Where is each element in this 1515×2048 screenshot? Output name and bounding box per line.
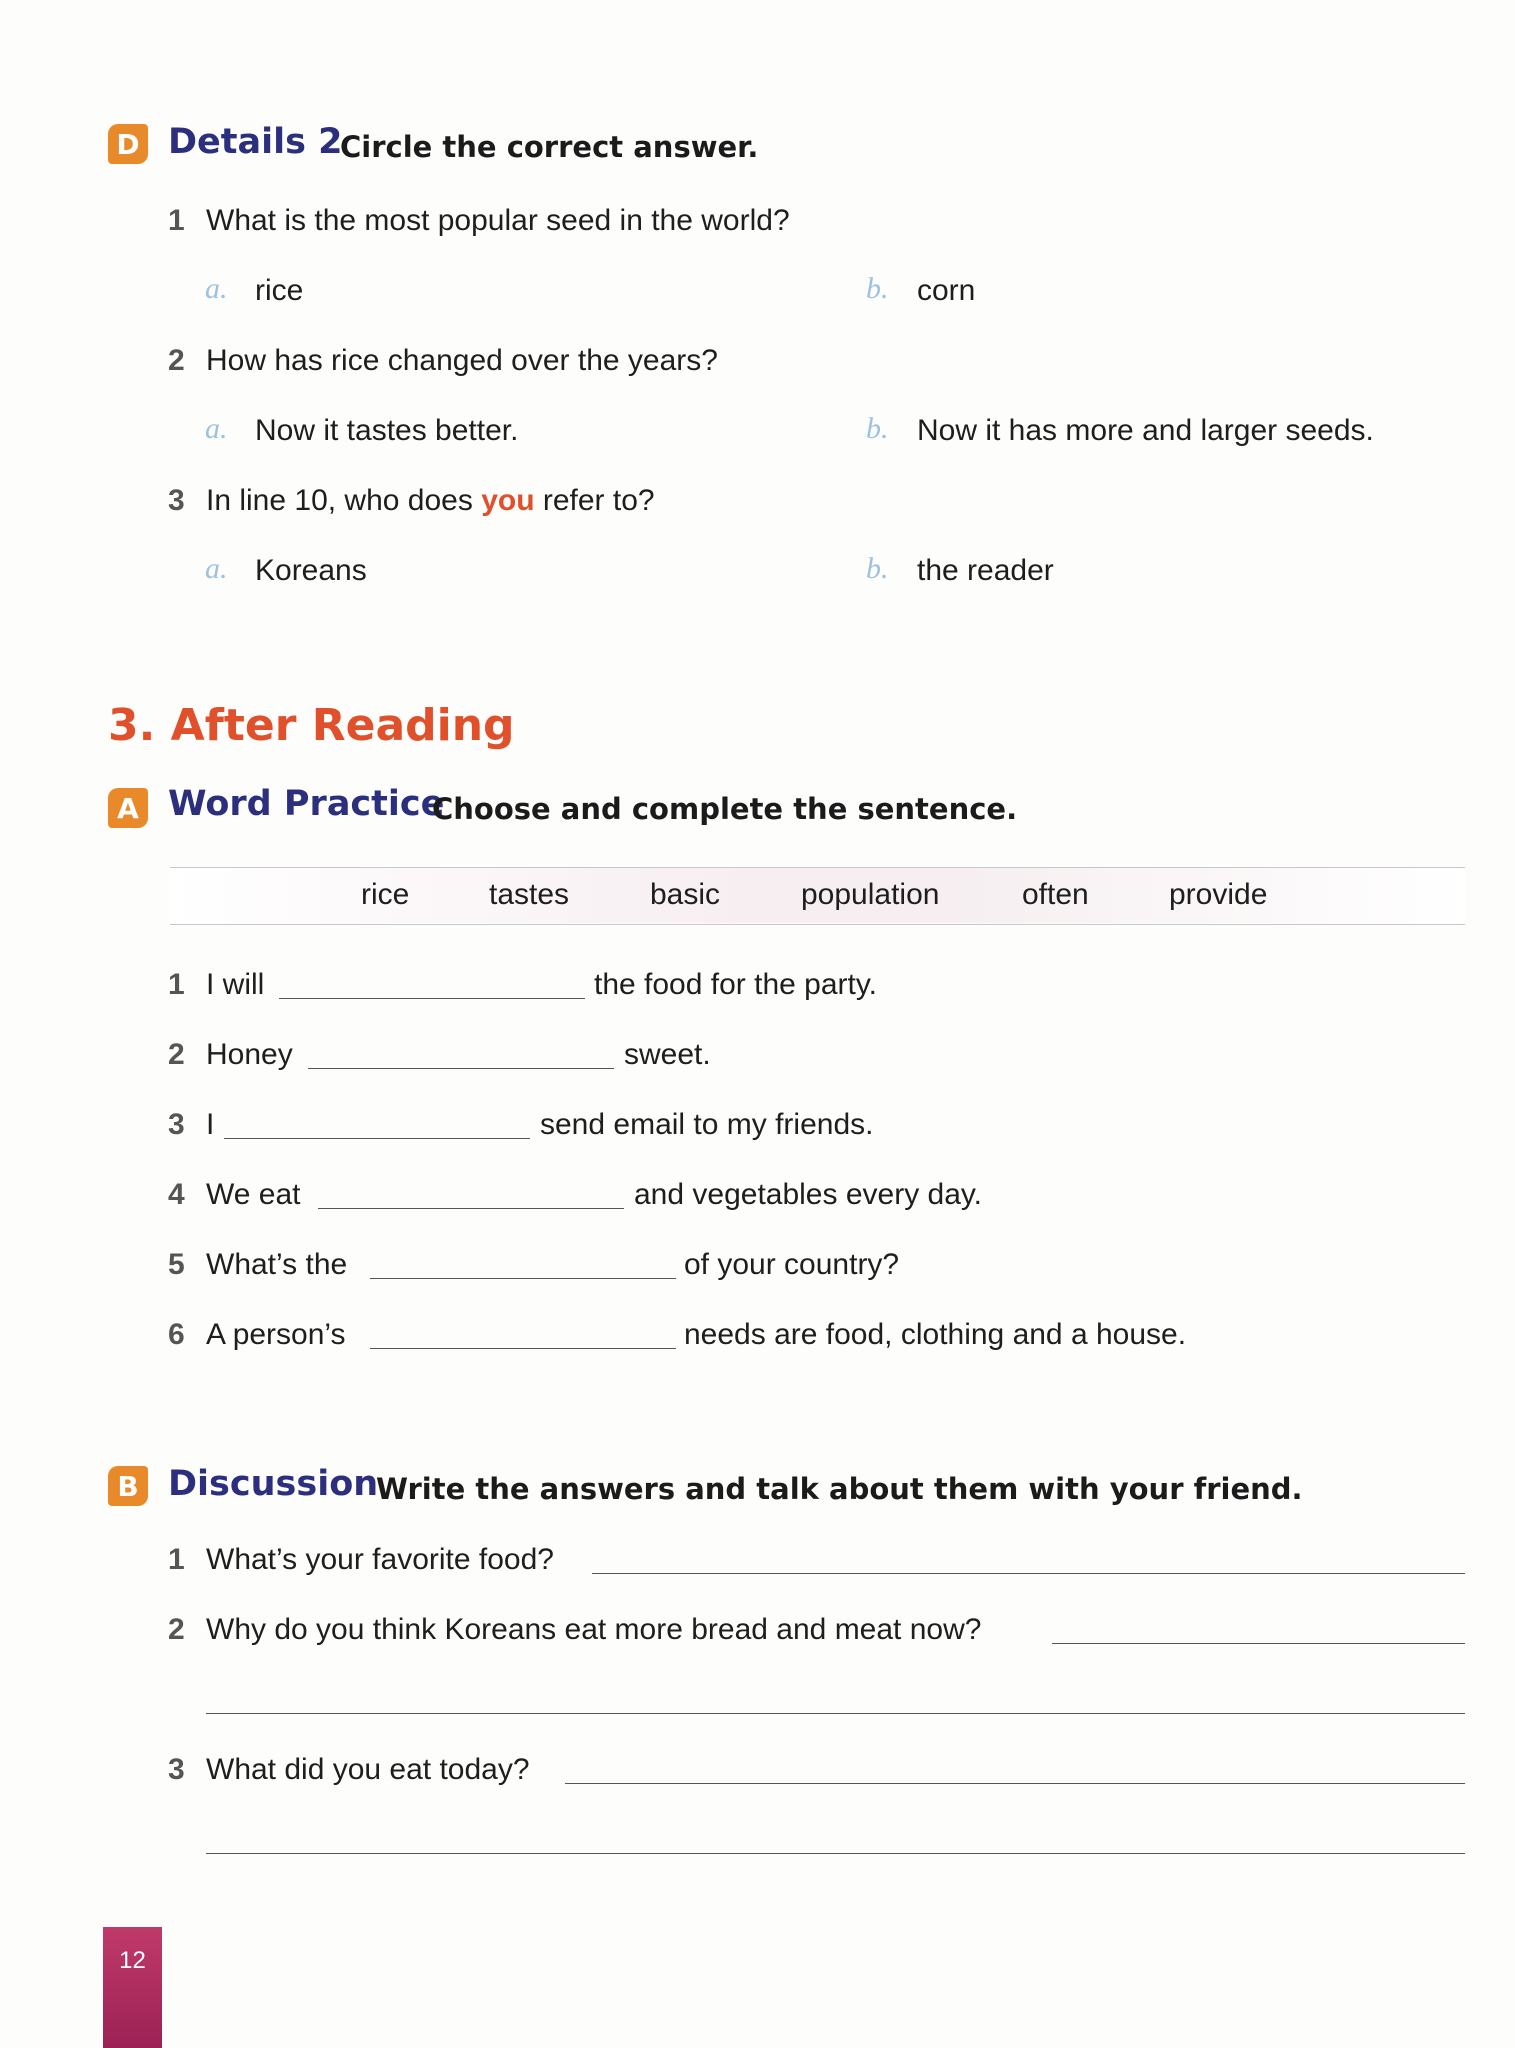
answer-blank[interactable] [370, 1278, 676, 1279]
question-number: 1 [168, 204, 185, 237]
question-text-after: refer to? [534, 484, 655, 517]
word-box-bottom-border [170, 924, 1465, 925]
sentence-end: of your country? [684, 1248, 900, 1281]
question-number: 3 [168, 484, 185, 517]
option-a-text[interactable]: Koreans [255, 554, 367, 587]
sentence-start: We eat [206, 1178, 301, 1211]
sentence-start: What’s the [206, 1248, 348, 1281]
question-text: How has rice changed over the years? [206, 344, 718, 377]
answer-line[interactable] [592, 1573, 1465, 1574]
option-b-text[interactable]: corn [917, 274, 976, 307]
question-text: What is the most popular seed in the world? [206, 204, 790, 237]
page-number: 12 [103, 1927, 162, 2048]
question-text: What did you eat today? [206, 1753, 530, 1786]
option-a-text[interactable]: rice [255, 274, 304, 307]
sentence-start: A person’s [206, 1318, 346, 1351]
sentence-number: 4 [168, 1178, 185, 1211]
answer-line[interactable] [206, 1713, 1465, 1714]
answer-line[interactable] [1052, 1643, 1465, 1644]
answer-line[interactable] [206, 1853, 1465, 1854]
option-a-letter[interactable]: a. [205, 412, 228, 445]
after-reading-heading: 3. After Reading [108, 700, 515, 751]
answer-blank[interactable] [370, 1348, 676, 1349]
question-text: Why do you think Koreans eat more bread and meat now? [206, 1613, 982, 1646]
answer-line[interactable] [565, 1783, 1465, 1784]
section-a-instruction: Choose and complete the sentence. [432, 792, 1018, 826]
word-choice[interactable]: basic [650, 878, 721, 911]
option-b-letter[interactable]: b. [866, 552, 889, 585]
sentence-end: needs are food, clothing and a house. [684, 1318, 1187, 1351]
sentence-number: 2 [168, 1038, 185, 1071]
section-d-badge: D [108, 124, 148, 164]
word-choice[interactable]: rice [361, 878, 410, 911]
word-box-top-border [170, 867, 1465, 868]
sentence-end: the food for the party. [594, 968, 877, 1001]
word-choice[interactable]: population [801, 878, 940, 911]
word-choice[interactable]: tastes [489, 878, 570, 911]
sentence-start: I will [206, 968, 265, 1001]
answer-blank[interactable] [318, 1208, 624, 1209]
section-a-title: Word Practice [168, 784, 445, 824]
sentence-end: and vegetables every day. [634, 1178, 983, 1211]
section-b-title: Discussion [168, 1464, 379, 1504]
sentence-start: I [206, 1108, 215, 1141]
answer-blank[interactable] [279, 998, 585, 999]
word-choice[interactable]: often [1022, 878, 1089, 911]
sentence-number: 5 [168, 1248, 185, 1281]
question-number: 2 [168, 344, 185, 377]
section-d-instruction: Circle the correct answer. [340, 130, 759, 164]
option-a-text[interactable]: Now it tastes better. [255, 414, 519, 447]
section-b-instruction: Write the answers and talk about them with your friend. [376, 1472, 1303, 1506]
question-text [206, 484, 655, 518]
option-b-letter[interactable]: b. [866, 272, 889, 305]
section-a-badge: A [108, 788, 148, 828]
question-text-before: In line 10, who does [206, 484, 482, 517]
section-d-title: Details 2 [168, 122, 343, 162]
sentence-start: Honey [206, 1038, 293, 1071]
sentence-number: 1 [168, 968, 185, 1001]
sentence-number: 3 [168, 1108, 185, 1141]
word-choice[interactable]: provide [1169, 878, 1268, 911]
highlighted-word: you [481, 484, 535, 517]
answer-blank[interactable] [308, 1068, 614, 1069]
question-number: 2 [168, 1613, 185, 1646]
option-a-letter[interactable]: a. [205, 272, 228, 305]
option-a-letter[interactable]: a. [205, 552, 228, 585]
option-b-text[interactable]: Now it has more and larger seeds. [917, 414, 1374, 447]
question-number: 1 [168, 1543, 185, 1576]
sentence-end: sweet. [624, 1038, 711, 1071]
option-b-text[interactable]: the reader [917, 554, 1054, 587]
option-b-letter[interactable]: b. [866, 412, 889, 445]
question-number: 3 [168, 1753, 185, 1786]
section-b-badge: B [108, 1466, 148, 1506]
question-text: What’s your favorite food? [206, 1543, 554, 1576]
sentence-number: 6 [168, 1318, 185, 1351]
sentence-end: send email to my friends. [540, 1108, 874, 1141]
answer-blank[interactable] [224, 1138, 530, 1139]
